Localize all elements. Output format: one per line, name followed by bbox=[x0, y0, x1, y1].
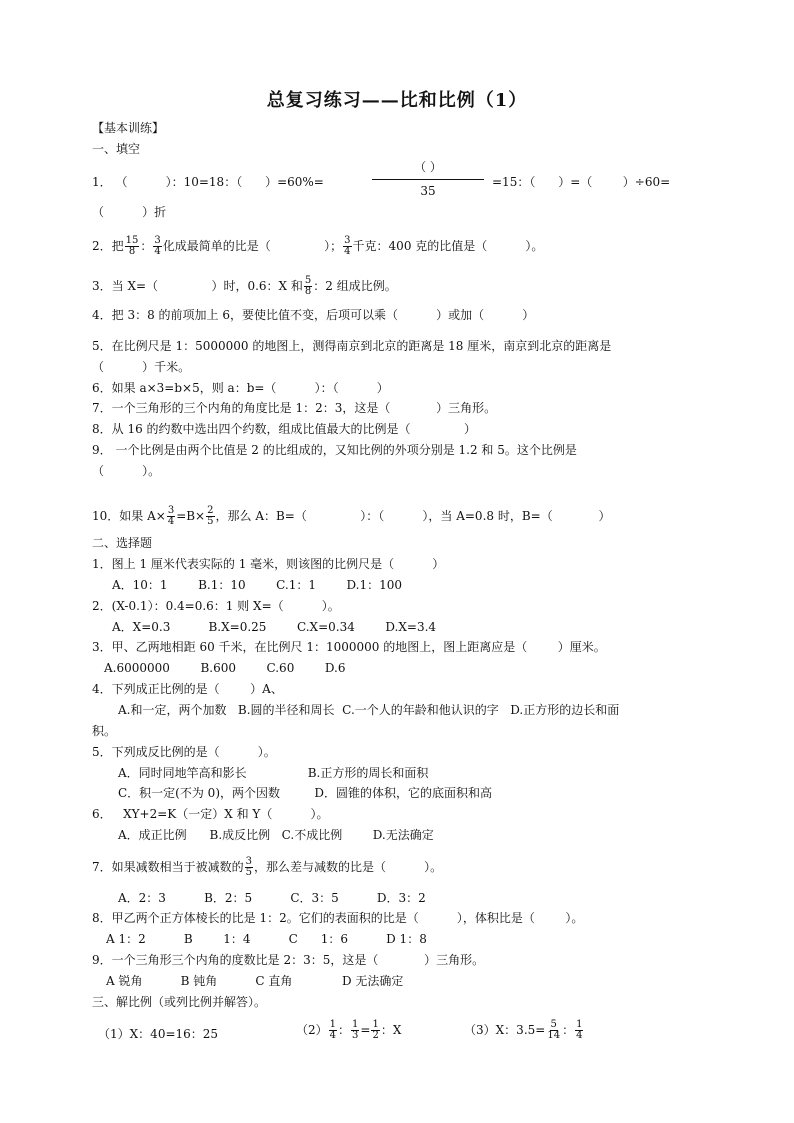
q10-f1-numerator: 3 bbox=[167, 505, 175, 516]
q10-f2-denominator: 5 bbox=[207, 516, 214, 527]
section-fill-blank-heading: 一、填空 bbox=[92, 142, 141, 156]
s2-f1-denominator: 4 bbox=[329, 1030, 337, 1041]
s3-f2-denominator: 4 bbox=[576, 1030, 583, 1041]
c9-question: 9．一个三角形三个内角的度数比是 2：3：5，这是（ ）三角形。 bbox=[92, 953, 485, 967]
q1-fraction-numerator: （ ） bbox=[414, 160, 442, 174]
q1-line-b: =15：（ ）=（ ）÷60= bbox=[492, 175, 671, 189]
q2-text-c: 千克：400 克的比值是（ ）。 bbox=[352, 239, 544, 253]
q6-line: 6．如果 a×3=b×5，则 a：b=（ ）：（ ） bbox=[92, 381, 389, 395]
s3-f1-denominator: 14 bbox=[547, 1030, 561, 1041]
q10-text-b: =B× bbox=[176, 509, 206, 523]
s2-fraction-3 bbox=[371, 1020, 379, 1041]
c5-question: 5．下列成反比例的是（ ）。 bbox=[92, 745, 276, 759]
s3-fraction-2 bbox=[575, 1020, 583, 1041]
s2-sep2: = bbox=[360, 1023, 371, 1037]
s2-sep1: ： bbox=[338, 1023, 351, 1037]
s2-fraction-2 bbox=[351, 1020, 359, 1041]
q10-text-c: ，那么 A：B=（ ）：（ ），当 A=0.8 时，B=（ ） bbox=[215, 509, 611, 523]
solve-item-2 bbox=[296, 1020, 401, 1041]
c6-question: 6． XY+2=K（一定）X 和 Y（ ）。 bbox=[92, 807, 329, 821]
q9-line-b: （ ）。 bbox=[92, 464, 161, 478]
s2-f3-denominator: 2 bbox=[372, 1030, 379, 1041]
c7-denominator: 5 bbox=[245, 867, 253, 878]
q10-text-a: 10．如果 A× bbox=[92, 509, 166, 523]
section-solve-heading: 三、解比例（或列比例并解答）。 bbox=[92, 995, 267, 1009]
q2-text-b: 化成最简单的比是（ ）； bbox=[162, 239, 343, 253]
q1-fraction-bar bbox=[372, 179, 484, 180]
s2-fraction-1 bbox=[329, 1020, 337, 1041]
basic-training-header: 【基本训练】 bbox=[92, 121, 165, 135]
q1-fraction-denominator: 35 bbox=[420, 184, 436, 198]
q1-line-c: （ ）折 bbox=[92, 205, 167, 219]
q2-f1-denominator: 8 bbox=[128, 246, 136, 257]
s2-f2-numerator: 1 bbox=[352, 1019, 359, 1030]
q2-f2-numerator: 3 bbox=[154, 235, 161, 246]
q4-line: 4．把 3：8 的前项加上 6，要使比值不变，后项可以乘（ ）或加（ ） bbox=[92, 308, 535, 322]
s3-f1-numerator: 5 bbox=[550, 1019, 557, 1030]
q8-line: 8．从 16 的约数中选出四个约数，组成比值最大的比例是（ ） bbox=[92, 422, 476, 436]
c7-numerator: 3 bbox=[245, 856, 253, 867]
c2-options: A．X=0.3 B.X=0.25 C.X=0.34 D.X=3.4 bbox=[112, 620, 437, 634]
q3-numerator: 5 bbox=[304, 275, 312, 286]
q3-text-a: 3．当 X=（ ）时，0.6：X 和 bbox=[92, 279, 303, 293]
q10-fraction-1 bbox=[167, 506, 175, 527]
q7-line: 7．一个三角形的三个内角的角度比是 1：2：3，这是（ ）三角形。 bbox=[92, 401, 497, 415]
c4-options-line1: A.和一定，两个加数 B.圆的半径和周长 C.一个人的年龄和他认识的字 D.正方形的边长和面 bbox=[118, 703, 620, 717]
c7-question bbox=[92, 857, 442, 878]
page-title: 总复习练习——比和比例（1） bbox=[266, 90, 528, 111]
c3-question: 3．甲、乙两地相距 60 千米，在比例尺 1：1000000 的地图上，图上距离应是（ ）厘米。 bbox=[92, 640, 606, 654]
c1-options: A．10：1 B.1：10 C.1：1 D.1：100 bbox=[112, 578, 403, 592]
s2-text-a: （2） bbox=[296, 1023, 328, 1037]
c7-text-a: 7．如果减数相当于被减数的 bbox=[92, 860, 244, 874]
q5-line-a: 5．在比例尺是 1：5000000 的地图上，测得南京到北京的距离是 18 厘米，南京到北京的距离是 bbox=[92, 339, 612, 353]
q5-line-b: （ ）千米。 bbox=[92, 360, 191, 374]
q2-f2-denominator: 4 bbox=[154, 246, 161, 257]
q10-f2-numerator: 2 bbox=[207, 505, 214, 516]
q2-fraction-2 bbox=[153, 236, 161, 257]
s3-f2-numerator: 1 bbox=[576, 1019, 583, 1030]
s3-sep: ： bbox=[562, 1023, 575, 1037]
c7-fraction bbox=[245, 857, 253, 878]
c3-options: A.6000000 B.600 C.60 D.6 bbox=[104, 661, 346, 675]
q9-line-a: 9． 一个比例是由两个比值是 2 的比组成的，又知比例的外项分别是 1.2 和 5。这个比例是 bbox=[92, 443, 577, 457]
c9-options: A 锐角 B 钝角 C 直角 D 无法确定 bbox=[106, 974, 404, 988]
c5-options-line1: A．同时同地竿高和影长 B.正方形的周长和面积 bbox=[118, 766, 429, 780]
section-choice-heading: 二、选择题 bbox=[92, 536, 153, 550]
q2-sep: ： bbox=[140, 239, 153, 253]
q2-f3-numerator: 3 bbox=[344, 235, 351, 246]
c7-text-b: ，那么差与减数的比是（ ）。 bbox=[254, 860, 443, 874]
c1-question: 1．图上 1 厘米代表实际的 1 毫米，则该图的比例尺是（ ） bbox=[92, 557, 445, 571]
c4-options-line2: 积。 bbox=[92, 724, 117, 738]
c8-question: 8．甲乙两个正方体棱长的比是 1：2。它们的表面积的比是（ ），体积比是（ ）。 bbox=[92, 911, 584, 925]
s3-fraction-1 bbox=[546, 1020, 561, 1041]
q1-line-a: 1． （ ）：10=18：（ ）=60%= bbox=[92, 175, 324, 189]
q2-fraction-3 bbox=[343, 236, 351, 257]
c5-options-line2: C．积一定(不为 0)，两个因数 D．圆锥的体积，它的底面积和高 bbox=[118, 786, 492, 800]
q3-line bbox=[92, 276, 397, 297]
q2-f3-denominator: 4 bbox=[344, 246, 351, 257]
q2-fraction-1 bbox=[125, 236, 140, 257]
q2-text-a: 2．把 bbox=[92, 239, 124, 253]
solve-item-3 bbox=[464, 1020, 584, 1041]
c8-options: A 1：2 B 1：4 C 1：6 D 1：8 bbox=[106, 932, 427, 946]
c6-options: A．成正比例 B.成反比例 C.不成比例 D.无法确定 bbox=[118, 828, 434, 842]
s2-f2-denominator: 3 bbox=[352, 1030, 359, 1041]
c4-question: 4．下列成正比例的是（ ）A、 bbox=[92, 682, 283, 696]
q3-text-b: ：2 组成比例。 bbox=[313, 279, 397, 293]
s3-text-a: （3）X：3.5= bbox=[464, 1023, 546, 1037]
q3-fraction bbox=[304, 276, 312, 297]
c7-options: A．2：3 B．2：5 C．3：5 D．3：2 bbox=[118, 891, 426, 905]
s2-f3-numerator: 1 bbox=[372, 1019, 379, 1030]
q2-line bbox=[92, 236, 543, 257]
q10-f1-denominator: 4 bbox=[167, 516, 175, 527]
q1-fraction bbox=[372, 158, 484, 198]
q10-fraction-2 bbox=[206, 506, 214, 527]
q10-line bbox=[92, 506, 610, 527]
q3-denominator: 8 bbox=[304, 286, 312, 297]
solve-item-1: （1）X：40=16：25 bbox=[98, 1027, 219, 1041]
q2-f1-numerator: 15 bbox=[125, 235, 139, 246]
s2-text-b: ：X bbox=[380, 1023, 402, 1037]
s2-f1-numerator: 1 bbox=[329, 1019, 337, 1030]
c2-question: 2．(X-0.1）：0.4=0.6：1 则 X=（ ）。 bbox=[92, 599, 340, 613]
